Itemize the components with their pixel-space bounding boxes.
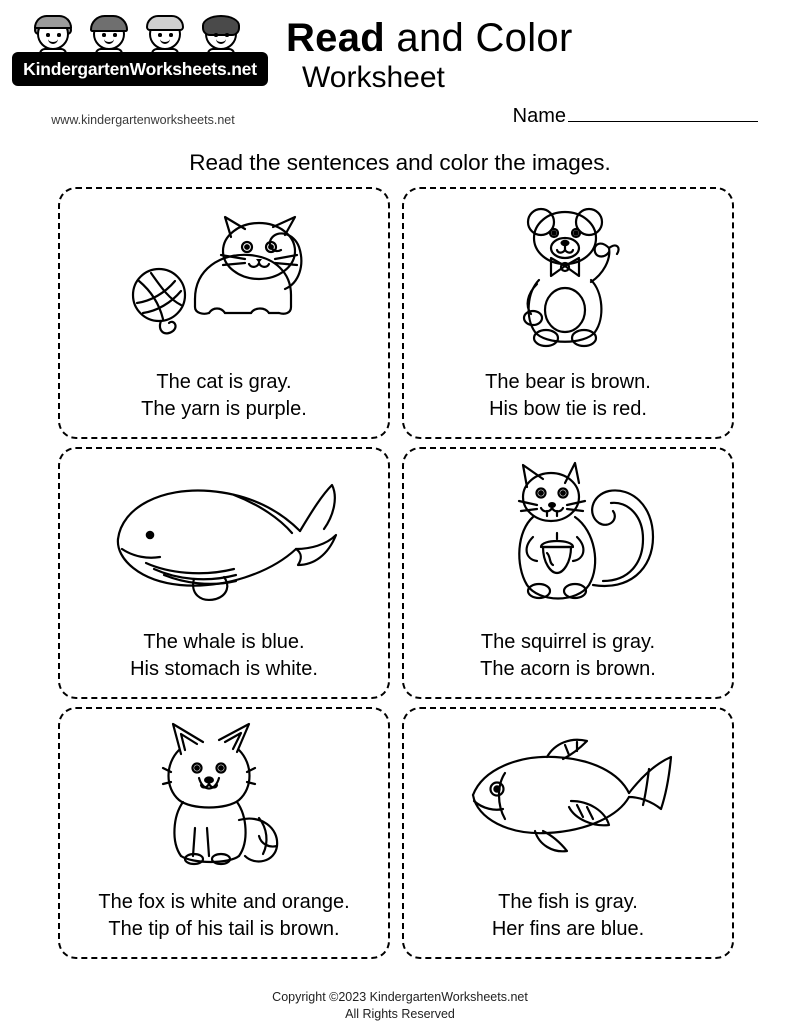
caption-line-2: The tip of his tail is brown. xyxy=(108,918,340,940)
name-label: Name xyxy=(512,105,566,127)
title-rest: and Color xyxy=(385,16,573,60)
worksheet-card xyxy=(58,447,390,699)
title-subtitle: Worksheet xyxy=(302,61,445,94)
worksheet-card xyxy=(402,447,734,699)
caption-line-2: His stomach is white. xyxy=(130,658,318,680)
logo-badge xyxy=(12,14,268,86)
cat-with-yarn-ball-illustration xyxy=(60,197,388,359)
caption-line-1: The cat is gray. xyxy=(156,371,292,393)
caption-line-1: The fish is gray. xyxy=(498,891,638,913)
card-caption xyxy=(60,629,388,683)
page-title xyxy=(286,16,573,96)
site-url: www.kindergartenworksheets.net xyxy=(51,113,235,127)
card-caption xyxy=(404,629,732,683)
worksheet-card xyxy=(58,707,390,959)
squirrel-with-acorn-illustration xyxy=(404,457,732,619)
caption-line-2: The yarn is purple. xyxy=(141,398,307,420)
name-field-row xyxy=(513,104,758,128)
worksheet-card xyxy=(402,187,734,439)
caption-line-2: Her fins are blue. xyxy=(491,918,645,940)
title-strong: Read xyxy=(286,16,386,60)
worksheet-header xyxy=(0,0,800,150)
caption-line-1: The bear is brown. xyxy=(485,371,651,393)
footer xyxy=(0,989,800,1023)
card-caption xyxy=(404,369,732,423)
name-input-line[interactable] xyxy=(568,104,758,122)
worksheet-card xyxy=(402,707,734,959)
caption-line-2: The acorn is brown. xyxy=(480,658,656,680)
caption-line-1: The squirrel is gray. xyxy=(480,631,656,653)
instruction-text: Read the sentences and color the images. xyxy=(189,150,611,175)
fox-illustration xyxy=(60,717,388,879)
worksheet-grid xyxy=(58,187,746,959)
copyright-text: Copyright ©2023 KindergartenWorksheets.net xyxy=(272,990,528,1004)
whale-illustration xyxy=(60,457,388,619)
caption-line-2: His bow tie is red. xyxy=(489,398,647,420)
caption-line-1: The fox is white and orange. xyxy=(98,891,350,913)
fish-illustration xyxy=(404,717,732,879)
bear-with-bow-tie-illustration xyxy=(404,197,732,359)
logo-text: KindergartenWorksheets.net xyxy=(23,59,257,79)
card-caption xyxy=(60,369,388,423)
caption-line-1: The whale is blue. xyxy=(143,631,305,653)
card-caption xyxy=(404,889,732,943)
rights-text: All Rights Reserved xyxy=(345,1007,455,1021)
card-caption xyxy=(60,889,388,943)
site-logo xyxy=(12,14,274,86)
worksheet-card xyxy=(58,187,390,439)
